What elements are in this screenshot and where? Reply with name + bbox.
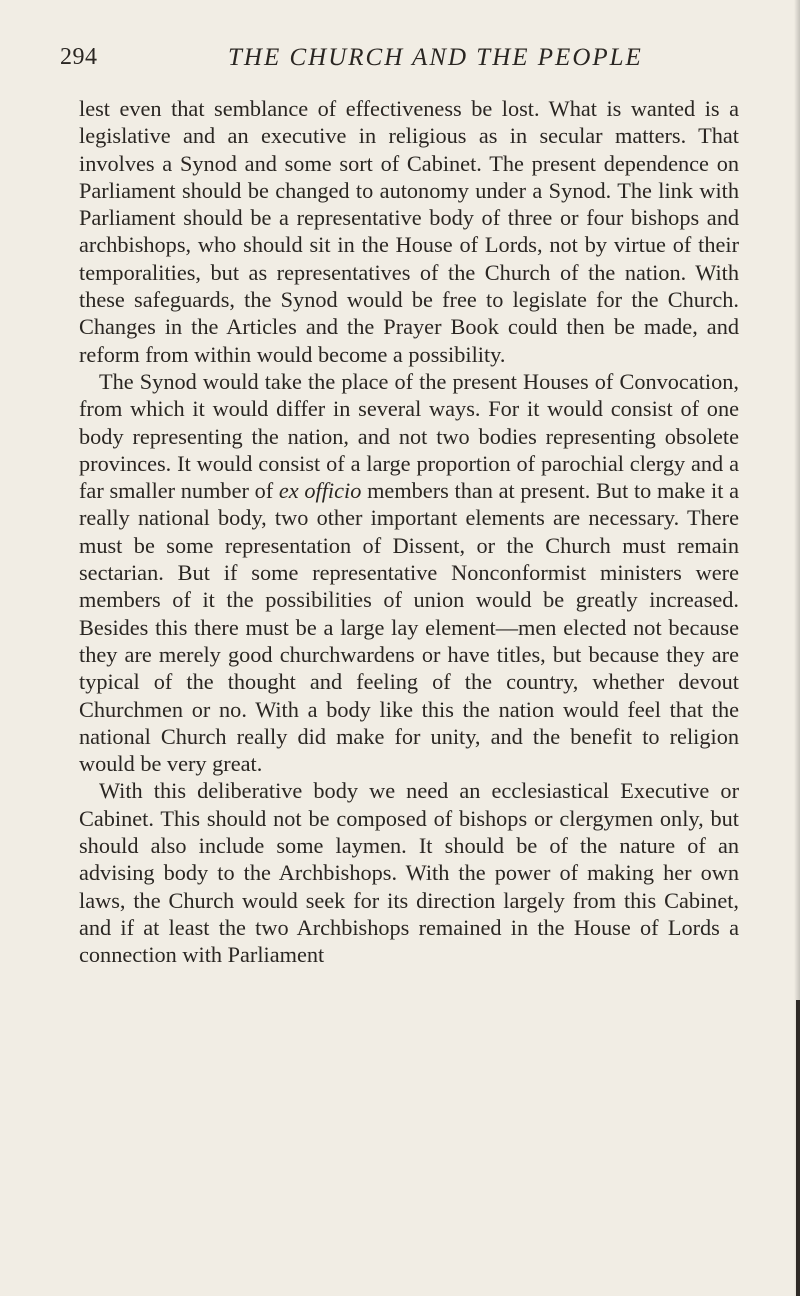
paragraph-3 — [79, 777, 739, 968]
page-number: 294 — [60, 44, 98, 70]
running-head — [60, 44, 750, 74]
paragraph-2-text-end: members than at present. But to make it a really national body, two other important elements are necessary. There must be some representation of Dissent, or the Church must remain sectarian. But if some representative Nonconformist ministers were members of it the possibilities of union would be greatly increased. Besides this there must be a large lay element—men elected not because they are merely good churchwardens or have titles, but because they are typical of the thought and feeling of the country, whether devout Churchmen or no. With a body like this the nation would feel that the national Church really did make for unity, and the benefit to religion would be very great. — [79, 478, 740, 777]
running-title: THE CHURCH AND THE PEOPLE — [228, 44, 643, 71]
paragraph-1-text: lest even that semblance of effectiveness be lost. What is wanted is a legislative and an executive in religious as in secular matters. That involves a Synod and some sort of Cabinet. The present dependence on Parliament should be changed to autonomy under a Synod. The link with Parliament should be a representative body of three or four bishops and archbishops, who should sit in the House of Lords, not by virtue of their temporalities, but as representatives of the Church of the nation. With these safeguards, the Synod would be free to legislate for the Church. Changes in the Articles and the Prayer Book could then be made, and reform from within would become a possibility. — [79, 96, 739, 367]
page-edge-mark — [796, 1000, 800, 1296]
body-text — [79, 95, 739, 969]
paragraph-3-text: With this deliberative body we need an ecclesiastical Executive or Cabinet. This should not be composed of bishops or clergymen only, but should also include some laymen. It should be of the nature of an advising body to the Archbishops. With the power of making her own laws, the Church would seek for its direction largely from this Cabinet, and if at least the two Archbishops remained in the House of Lords a connection with Parliament — [79, 778, 739, 968]
paragraph-2-italic-phrase: ex officio — [278, 478, 362, 504]
paragraph-2-text-start: The Synod would take the place of the present Houses of Convocation, from which it would differ in several ways. For it would consist of one body representing the nation, and not two bodies representing obsolete provinces. It would consist of a large proportion of parochial clergy and a far smaller number of — [79, 368, 739, 504]
paragraph-2 — [79, 368, 739, 777]
paragraph-1 — [79, 95, 739, 368]
